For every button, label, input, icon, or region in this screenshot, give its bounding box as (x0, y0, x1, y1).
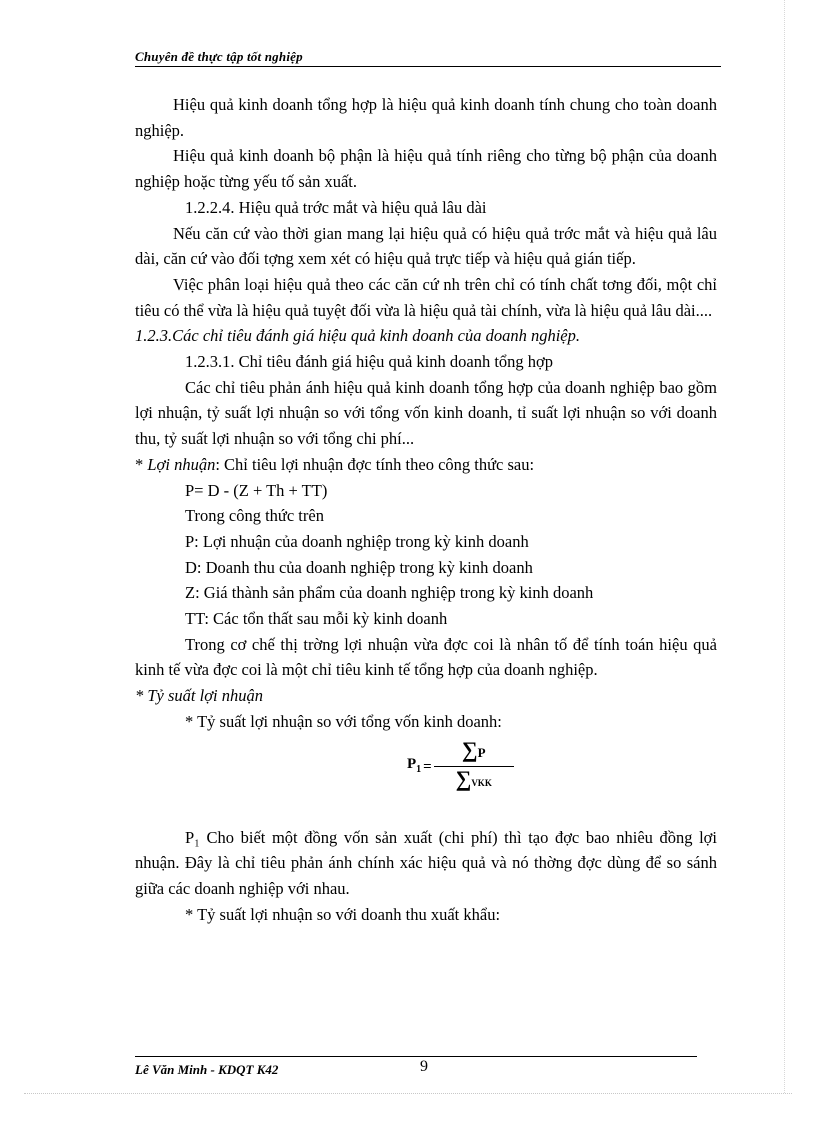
profit-ratio-formula (407, 736, 514, 797)
paragraph (135, 452, 717, 478)
page-boundary (784, 0, 785, 1093)
page-number: 9 (420, 1058, 428, 1075)
formula-line: P= D - (Z + Th + TT) (185, 480, 328, 500)
paragraph: Các chỉ tiêu phản ánh hiệu quả kinh doanh tổng hợp của doanh nghiệp bao gồm lợi nhuận, tỷ suất lợi nhuận so với tổng vốn kinh doanh, tỉ suất lợi nhuận so với doanh thu, tỷ suất lợi nhuận so với tổng chi phí... (135, 377, 717, 449)
subheading: 1.2.3.1. Chỉ tiêu đánh giá hiệu quả kinh doanh tổng hợp (185, 352, 554, 372)
header-title: Chuyên đề thực tập tốt nghiệp (135, 49, 303, 64)
fraction-bar (434, 766, 514, 767)
formula-denominator (456, 768, 492, 797)
formula-lhs-subscript: 1 (416, 764, 422, 776)
paragraph: Nếu căn cứ vào thời gian mang lại hiệu quả có hiệu quả trớc mắt và hiệu quả lâu dài, căn cứ vào đối tợng xem xét có hiệu quả trực tiếp và hiệu quả gián tiếp. (135, 223, 717, 269)
paragraph: Việc phân loại hiệu quả theo các căn cứ nh trên chỉ có tính chất tơng đối, một chỉ tiêu có thể vừa là hiệu quả tuyệt đối vừa là hiệu quả tài chính, vừa là hiệu quả lâu dài.... (135, 274, 717, 320)
definition-line: D: Doanh thu của doanh nghiệp trong kỳ kinh doanh (185, 557, 533, 577)
paragraph: Hiệu quả kinh doanh bộ phận là hiệu quả tính riêng cho từng bộ phận của doanh nghiệp hoặc từng yếu tố sản xuất. (135, 146, 717, 192)
formula-block (135, 735, 717, 797)
definition-line: Z: Giá thành sản phẩm của doanh nghiệp trong kỳ kinh doanh (185, 583, 594, 603)
footer-author: Lê Văn Minh - KDQT K42 (135, 1062, 279, 1077)
formula-numerator (461, 736, 486, 766)
definition-line: P: Lợi nhuận của doanh nghiệp trong kỳ kinh doanh (185, 531, 529, 551)
subheading: * Tỷ suất lợi nhuận so với tổng vốn kinh doanh: (185, 711, 502, 731)
subheading: 1.2.2.4. Hiệu quả trớc mắt và hiệu quả lâu dài (185, 197, 487, 217)
page-header (135, 48, 721, 67)
formula-lhs (407, 752, 421, 783)
paragraph: Hiệu quả kinh doanh tổng hợp là hiệu quả kinh doanh tính chung cho toàn doanh nghiệp. (135, 95, 717, 140)
term-label: Lợi nhuận (147, 454, 216, 474)
formula-equals: = (423, 758, 432, 775)
numerator-symbol: P (477, 744, 486, 760)
paragraph-text: : Chỉ tiêu lợi nhuận đợc tính theo công thức sau: (215, 454, 535, 474)
subheading: * Tỷ suất lợi nhuận so với doanh thu xuất khẩu: (185, 904, 501, 924)
definition-line: TT: Các tổn thất sau mỗi kỳ kinh doanh (185, 609, 448, 629)
page-boundary (24, 1093, 792, 1094)
footer-rule (135, 1056, 697, 1057)
section-heading: 1.2.3.Các chỉ tiêu đánh giá hiệu quả kinh doanh của doanh nghiệp. (135, 326, 580, 346)
paragraph: Trong cơ chế thị trờng lợi nhuận vừa đợc coi là nhân tố để tính toán hiệu quả kinh tế vừa đợc coi là một chỉ tiêu kinh tế tổng hợp của doanh nghiệp. (135, 634, 717, 680)
document-body (135, 92, 717, 927)
formula-fraction (434, 736, 514, 797)
paragraph: P₁ Cho biết một đồng vốn sản xuất (chi phí) thì tạo đợc bao nhiêu đồng lợi nhuận. Đây là chỉ tiêu phản ánh chính xác hiệu quả và nó thờng đợc dùng để so sánh giữa các doanh nghiệp với nhau. (135, 827, 717, 898)
sigma-icon: ∑ (455, 766, 472, 792)
sigma-icon: ∑ (461, 736, 478, 762)
denominator-symbol: VKK (471, 778, 492, 789)
section-heading: * Tỷ suất lợi nhuận (135, 686, 263, 706)
formula-lhs-symbol: P (407, 756, 417, 773)
bullet-marker: * (135, 454, 148, 474)
paragraph: Trong công thức trên (185, 506, 324, 526)
